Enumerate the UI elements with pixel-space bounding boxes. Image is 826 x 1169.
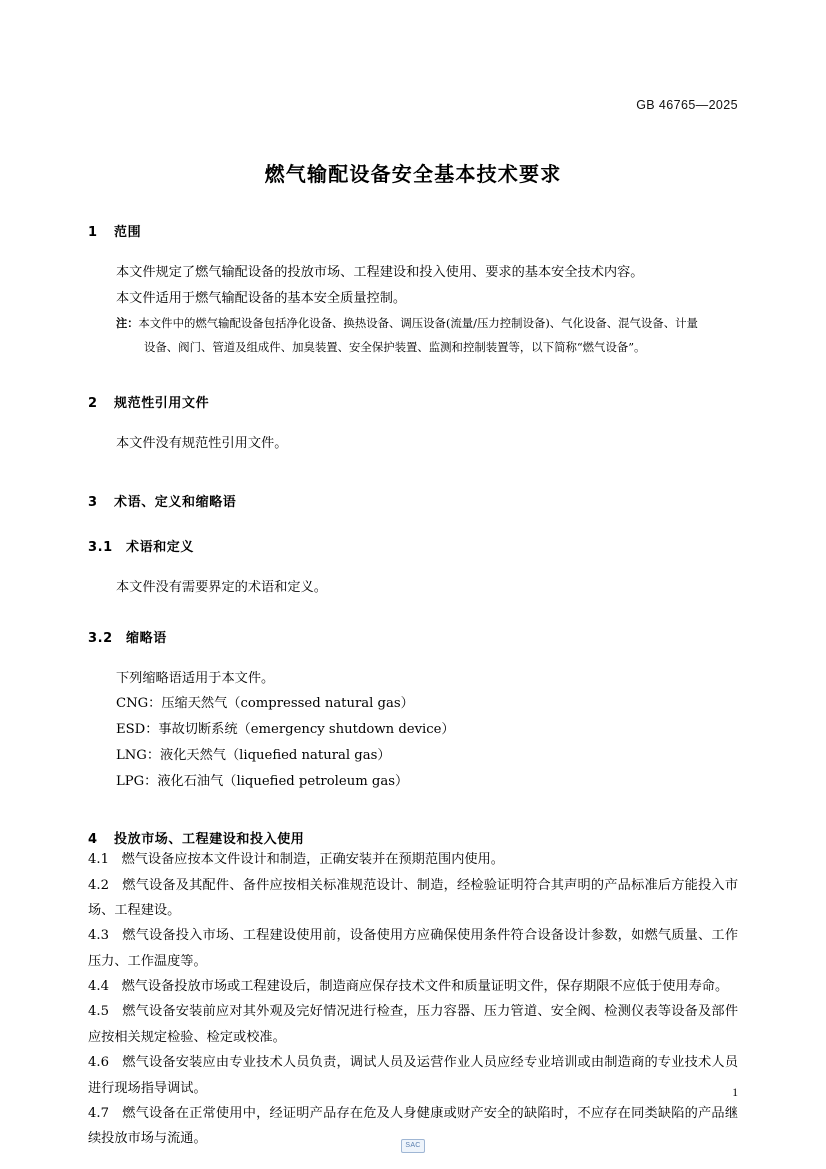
clause-number-4-1: 4.1 — [88, 852, 109, 868]
subsection-title-3-2: 缩略语 — [126, 630, 167, 646]
section-1-paragraph-1: 本文件规定了燃气输配设备的投放市场、工程建设和投入使用、要求的基本安全技术内容。 — [116, 265, 644, 280]
section-number-1: 1 — [88, 225, 98, 240]
clause-number-4-4: 4.4 — [88, 979, 109, 995]
clause-number-4-7: 4.7 — [88, 1105, 109, 1121]
clause-text-4-4: 燃气设备投放市场或工程建设后，制造商应保存技术文件和质量证明文件，保存期限不应低于使用寿命。 — [121, 979, 729, 995]
section-1-paragraph-2: 本文件适用于燃气输配设备的基本安全质量控制。 — [116, 290, 407, 306]
clause-number-4-6: 4.6 — [88, 1055, 109, 1071]
section-title-3: 术语、定义和缩略语 — [114, 495, 237, 511]
clause-number-4-5: 4.5 — [88, 1004, 109, 1020]
clause-text-4-7: 燃气设备在正常使用中，经证明产品存在危及人身健康或财产安全的缺陷时，不应存在同类缺陷的产品继续投放市场与流通。 — [88, 1105, 739, 1147]
clause-4-5 — [88, 999, 738, 1050]
section-title-4: 投放市场、工程建设和投入使用 — [114, 832, 305, 848]
sac-watermark-icon: SAC — [401, 1139, 425, 1153]
subsection-number-3-2: 3.2 — [88, 630, 113, 646]
document-title: 燃气输配设备安全基本技术要求 — [264, 162, 562, 186]
clause-text-4-2: 燃气设备及其配件、备件应按相关标准规范设计、制造，经检验证明符合其声明的产品标准后方能投入市场、工程建设。 — [88, 877, 739, 919]
clause-text-4-5: 燃气设备安装前应对其外观及完好情况进行检查，压力容器、压力管道、安全阀、检测仪表等设备及部件应按相关规定检验、检定或校准。 — [88, 1004, 739, 1045]
note-text: 本文件中的燃气输配设备包括净化设备、换热设备、调压设备(流量/压力控制设备)、气化设备、混气设备、计量 — [138, 316, 698, 331]
clause-text-4-1: 燃气设备应按本文件设计和制造，正确安装并在预期范围内使用。 — [121, 852, 504, 868]
abbreviation-cng: CNG：压缩天然气（compressed natural gas） — [116, 696, 414, 712]
clause-text-4-3: 燃气设备投入市场、工程建设使用前，设备使用方应确保使用条件符合设备设计参数，如燃气质量、工作压力、工作温度等。 — [88, 928, 739, 969]
clause-number-4-3: 4.3 — [88, 928, 109, 944]
clause-4-1 — [88, 847, 738, 872]
abbreviation-lng: LNG：液化天然气（liquefied natural gas） — [116, 747, 391, 763]
section-number-4: 4 — [88, 832, 98, 848]
section-number-3: 3 — [88, 495, 98, 511]
subsection-heading-3-1 — [88, 536, 738, 555]
standard-number-header: GB 46765—2025 — [636, 98, 738, 112]
clause-number-4-2: 4.2 — [88, 877, 109, 893]
subsection-title-3-1: 术语和定义 — [126, 540, 195, 556]
page-number: 1 — [732, 1087, 738, 1099]
section-heading-2 — [88, 392, 738, 411]
clause-4-4 — [88, 974, 738, 999]
page-content — [88, 0, 738, 1152]
subsection-3-1-paragraph: 本文件没有需要界定的术语和定义。 — [116, 580, 327, 596]
clause-4-6 — [88, 1050, 738, 1101]
clause-4-2 — [88, 873, 738, 924]
clause-4-3 — [88, 923, 738, 974]
section-heading-1 — [88, 221, 738, 240]
section-heading-4 — [88, 828, 738, 847]
note-label: 注： — [116, 317, 139, 331]
subsection-heading-3-2 — [88, 627, 738, 646]
clause-text-4-6: 燃气设备安装应由专业技术人员负责，调试人员及运营作业人员应经专业培训或由制造商的专业技术人员进行现场指导调试。 — [88, 1055, 739, 1096]
abbreviation-esd: ESD：事故切断系统（emergency shutdown device） — [116, 722, 455, 738]
abbreviation-lpg: LPG：液化石油气（liquefied petroleum gas） — [116, 773, 409, 789]
section-heading-3 — [88, 491, 738, 510]
section-2-paragraph-1: 本文件没有规范性引用文件。 — [116, 436, 288, 452]
section-title-2: 规范性引用文件 — [114, 396, 210, 412]
section-number-2: 2 — [88, 396, 98, 412]
section-1-note-line-2: 设备、阀门、管道及组成件、加臭装置、安全保护装置、监测和控制装置等，以下简称“燃气设备”。 — [144, 340, 646, 355]
subsection-number-3-1: 3.1 — [88, 540, 113, 556]
subsection-3-2-lead: 下列缩略语适用于本文件。 — [116, 670, 275, 686]
section-1-note — [88, 313, 738, 335]
section-title-1: 范围 — [114, 225, 142, 240]
